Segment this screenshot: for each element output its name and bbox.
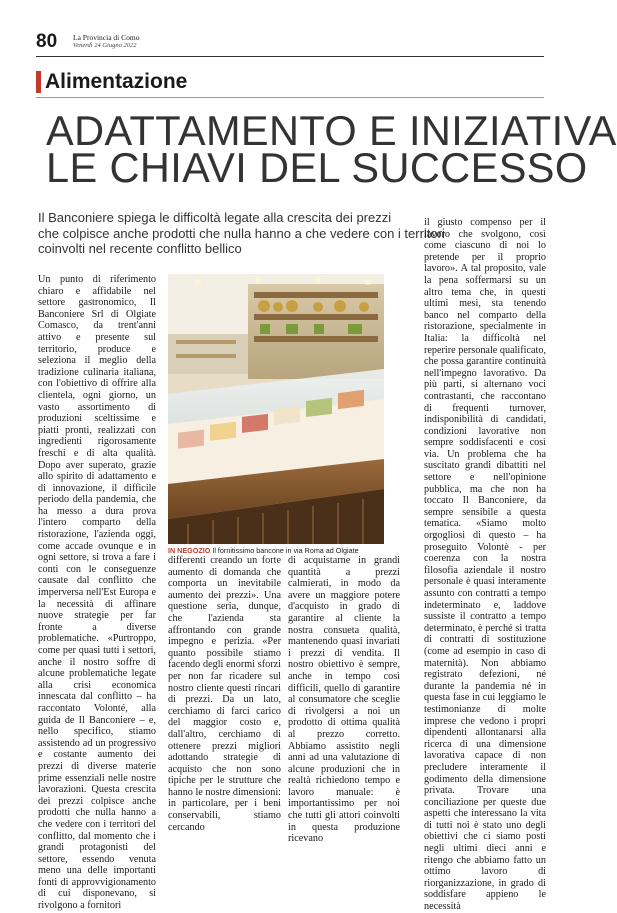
article-column-3: di acquistarne in grandi quantità a prezzi calmierati, in modo da avere un maggiore potere d'acquisto in grado di garantire al cliente la nostra consueta qualità, mantenendo quasi invariati i prezzi di vendita. Il nostro obiettivo è sempre, anche in tempo così difficili, quello di garantire al consumatore che sceglie di rivolgersi a noi un prodotto di ottima qualità al prezzo corretto. Abbiamo assistito negli anni ad una valutazione di alcune produzioni che in realtà richiedono tempo e lavoro manuale: è importantissimo per noi che tutti gli attori coinvolti in questa produzione ricevano	[288, 555, 400, 845]
publication-name: La Provincia di Como	[73, 33, 140, 42]
subheadline-line-3: coinvolti nel recente conflitto bellico	[38, 241, 242, 256]
page-header	[36, 31, 544, 55]
section-divider	[36, 97, 544, 98]
article-subheadline	[38, 210, 445, 257]
photo-caption	[168, 546, 398, 555]
article-column-2: differenti creando un forte aumento di domanda che comporta un inevitabile aumento dei prezzi». Una questione seria, dunque, che l'azienda sta affrontando con grande impegno e perizia. «Per quanto possibile stiamo facendo degli enormi sforzi per non far ricadere sul nostro cliente questi rincari di prezzi. Da un lato, cerchiamo di farci carico del maggior costo e, dall'altro, cerchiamo di ottenere prezzi migliori adottando strategie di acquisto che non sono tipiche per le strutture che hanno le nostre dimensioni: in particolare, per i beni conservabili, stiamo cercando	[168, 555, 281, 833]
page-number: 80	[36, 31, 58, 52]
caption-text: Il fornitissimo bancone in via Roma ad Olgiate	[212, 546, 359, 555]
header-divider	[36, 56, 544, 57]
article-photo	[168, 274, 384, 544]
publication-date: Venerdì 24 Giugno 2022	[73, 42, 137, 49]
section-bar	[36, 70, 544, 98]
section-title: Alimentazione	[45, 70, 188, 93]
deli-counter-photo	[168, 274, 384, 544]
article-column-4: il giusto compenso per il lavoro che svolgono, così come ciascuno di noi lo pretende per il proprio lavoro». A tal proposito, vale la pena soffermarsi su un altro tema che, in questi ultimi mesi, sta tenendo banco nel comparto della ristorazione, specialmente in Italia: la difficoltà nel reperire personale qualificato, che possa garantire continuità nell'impegno lavorativo. Da più parti, si alternano voci contrastanti, che raccontano di frequenti turnover, indisponibilità di candidati, condizioni lavorative non sempre soddisfacenti e così via. Un problema che ha suscitato grandi dibattiti nel settore e nell'opinione pubblica, ma che non ha toccato Il Banconiere, da sempre sensibile a questa tematica. «Siamo molto orgogliosi di questo – ha proseguito Volontè - per coerenza con la nostra filosofia aziendale il nostro personale è quasi interamente assunto con contratti a tempo indeterminato e, laddove sussiste il contratto a tempo determinato, è perché si tratta di contratti di sostituzione (come ad esempio in caso di maternità). Non abbiamo registrato defezioni, né durante la pandemia né in questa fase in cui leggiamo le testimonianze di molte imprese che vedono i propri dipendenti allontanarsi alla ricerca di una dimensione lavorativa capace di non precludere interamente il godimento della dimensione privata. Trovare una conciliazione per queste due aspetti che interessano la vita di tutti noi è stato uno degli obiettivi che ci siamo posti negli ultimi dieci anni e ritengo che abbiamo fatto un ottimo lavoro di riorganizzazione, in grado di soddisfare appieno le necessità	[424, 217, 546, 913]
section-accent-bar	[36, 71, 41, 93]
article-column-1: Un punto di riferimento chiaro e affidabile nel settore gastronomico, Il Banconiere Srl di Olgiate Comasco, da trent'anni attivo e presente sul territorio, produce e seleziona il meglio della tradizione culinaria italiana, con l'obiettivo di offrire alla clientela, ogni giorno, un vasto assortimento di produzioni sceltissime e piatti pronti, realizzati con ingredienti rigorosamente freschi e di alta qualità. Dopo aver superato, grazie allo spirito di adattamento e di innovazione, il difficile periodo della pandemia, che ha messo a dura prova l'intero comparto della ristorazione, l'azienda oggi, come accade ovunque e in ogni settore, si trova a fare i conti con le conseguenze causate dal conflitto che imperversa nell'Est Europa e la necessità di affinare nuove strategie per far fronte a diverse problematiche. «Purtroppo, come per quasi tutti i settori, anche il nostro soffre di alcune problematiche legate alla crisi economica innescata dal conflitto – ha raccontato Volonté, alla guida de Il Banconiere – e, nello specifico, stiamo assistendo ad un progressivo e costante aumento dei prezzi di diverse materie prime essenziali nelle nostre lavorazioni. Questa crescita dei prezzi colpisce anche prodotti che nulla hanno a che vedere con i territori del conflitto, dal momento che i grandi protagonisti del settore, essendo venuta meno una delle importanti fonti di approvvigionamento di cui disponevano, si rivolgono a fornitori	[38, 274, 156, 912]
caption-tag: IN NEGOZIO	[168, 546, 211, 555]
article-headline	[46, 107, 617, 191]
headline-line-2: LE CHIAVI DEL SUCCESSO	[46, 144, 588, 191]
subheadline-line-1: Il Banconiere spiega le difficoltà legate alla crescita dei prezzi	[38, 210, 392, 225]
headline-line-1: ADATTAMENTO E INIZIATIVA	[46, 107, 617, 154]
subheadline-line-2: che colpisce anche prodotti che nulla hanno a che vedere con i territori	[38, 225, 445, 241]
